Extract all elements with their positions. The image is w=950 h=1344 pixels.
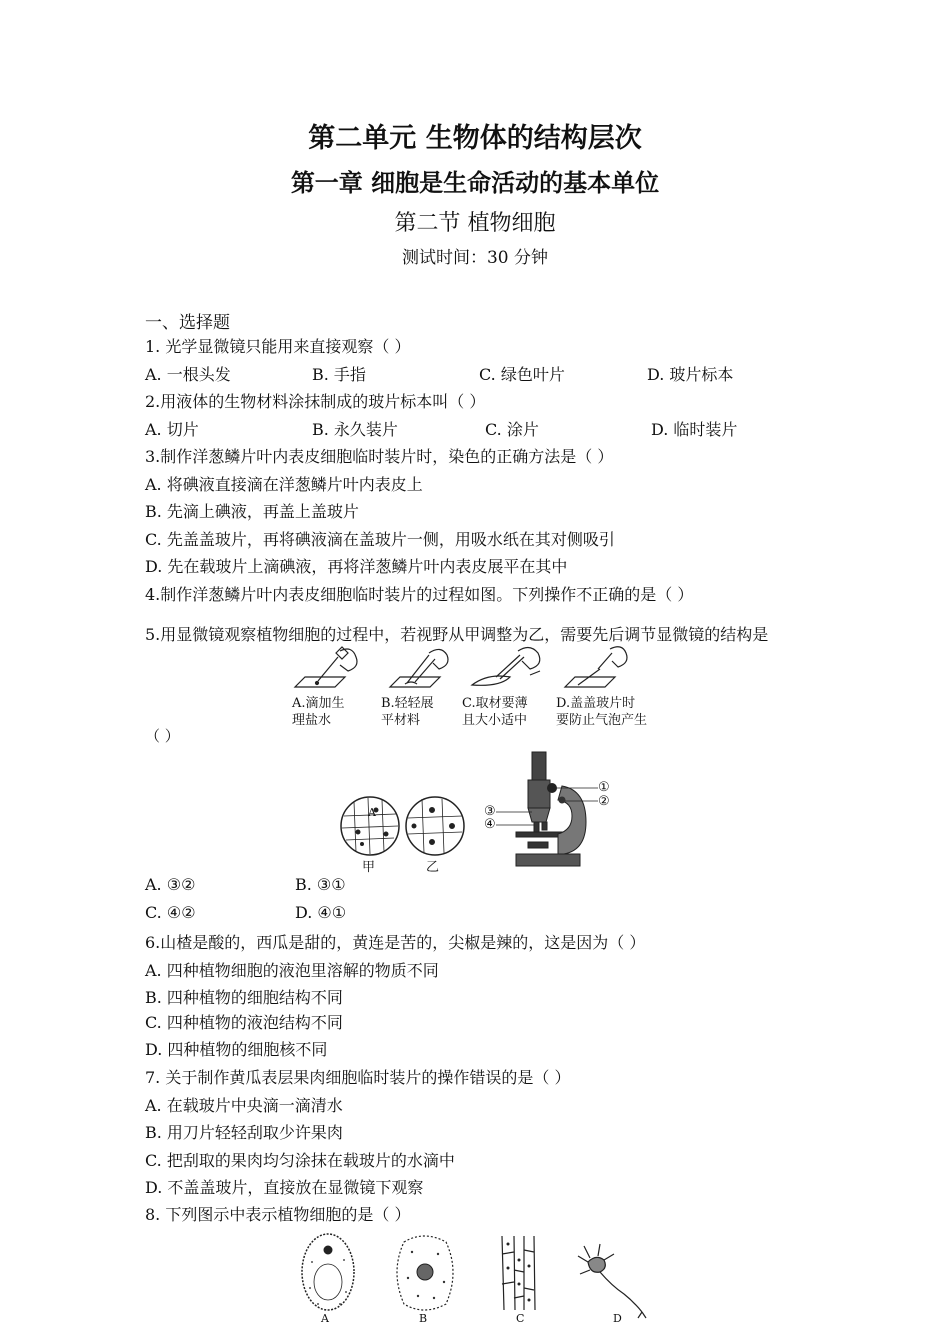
q7-option-a: A. 在载玻片中央滴一滴清水 xyxy=(145,1096,343,1115)
q4-caption-c: C.取材要薄 且大小适中 xyxy=(462,696,528,728)
microscope-figure xyxy=(482,750,622,868)
q4-stem: 4.制作洋葱鳞片叶内表皮细胞临时装片的过程如图。下列操作不正确的是（ ） xyxy=(145,585,694,604)
test-time: 测试时间：30 分钟 xyxy=(401,248,549,268)
q5-stem: 5.用显微镜观察植物细胞的过程中，若视野从甲调整为乙，需要先后调节显微镜的结构是 xyxy=(145,625,769,644)
view-label-jia: 甲 xyxy=(362,860,376,875)
q8-label-c: C xyxy=(516,1312,525,1325)
q6-stem: 6.山楂是酸的，西瓜是甜的，黄连是苦的，尖椒是辣的，这是因为（ ） xyxy=(145,933,646,952)
q4-caption-b: B.轻轻展 平材料 xyxy=(381,696,434,728)
q8-stem: 8. 下列图示中表示植物细胞的是（ ） xyxy=(145,1205,411,1224)
q8-label-a: A xyxy=(321,1312,329,1325)
coarse-knob xyxy=(547,783,557,793)
q5-option-d: D. ④① xyxy=(295,903,347,922)
q5-option-a: A. ③② xyxy=(145,875,196,894)
q2-option-c: C. 涂片 xyxy=(485,420,539,439)
q6-option-b: B. 四种植物的细胞结构不同 xyxy=(145,988,343,1007)
section-heading: 一、选择题 xyxy=(145,313,230,333)
hand-tweezers-icon xyxy=(472,647,540,685)
q4-procedure-figure xyxy=(290,645,670,695)
q8-label-d: D xyxy=(613,1312,622,1325)
hand-coverslip-icon xyxy=(565,647,627,687)
part-label-1: ① xyxy=(598,780,610,795)
q5-view-figure xyxy=(338,796,468,856)
q1-stem: 1. 光学显微镜只能用来直接观察（ ） xyxy=(145,337,411,356)
stage xyxy=(516,832,564,837)
q8-label-b: B xyxy=(419,1312,428,1325)
hand-dropper-icon xyxy=(295,647,357,687)
q1-option-c: C. 绿色叶片 xyxy=(479,365,565,384)
q7-option-d: D. 不盖盖玻片，直接放在显微镜下观察 xyxy=(145,1178,424,1197)
q3-option-d: D. 先在载玻片上滴碘液，再将洋葱鳞片叶内表皮展平在其中 xyxy=(145,557,568,576)
q2-option-b: B. 永久装片 xyxy=(312,420,398,439)
eyepiece-tube xyxy=(532,752,546,782)
chapter-title: 第一章 细胞是生命活动的基本单位 xyxy=(290,169,660,197)
q3-stem: 3.制作洋葱鳞片叶内表皮细胞临时装片时，染色的正确方法是（ ） xyxy=(145,447,614,466)
q2-stem: 2.用液体的生物材料涂抹制成的玻片标本叫（ ） xyxy=(145,392,486,411)
cell-b-icon xyxy=(397,1236,453,1310)
q4-answer-blank: （ ） xyxy=(145,727,180,745)
q3-option-a: A. 将碘液直接滴在洋葱鳞片叶内表皮上 xyxy=(145,475,423,494)
q4-caption-d: D.盖盖玻片时 要防止气泡产生 xyxy=(556,696,648,728)
part-label-3: ③ xyxy=(484,804,496,819)
q1-option-a: A. 一根头发 xyxy=(145,365,231,384)
q3-option-c: C. 先盖盖玻片，再将碘液滴在盖玻片一侧，用吸水纸在其对侧吸引 xyxy=(145,530,615,549)
view-label-yi: 乙 xyxy=(426,860,440,875)
q6-option-d: D. 四种植物的细胞核不同 xyxy=(145,1040,328,1059)
unit-title: 第二单元 生物体的结构层次 xyxy=(308,123,642,154)
base xyxy=(516,854,580,866)
q2-option-d: D. 临时装片 xyxy=(651,420,738,439)
section-title: 第二节 植物细胞 xyxy=(394,211,556,236)
q5-option-b: B. ③① xyxy=(295,875,346,894)
q6-option-c: C. 四种植物的液泡结构不同 xyxy=(145,1013,343,1032)
hand-needle-icon xyxy=(390,649,448,687)
q3-option-b: B. 先滴上碘液，再盖上盖玻片 xyxy=(145,502,359,521)
q7-option-c: C. 把刮取的果肉均匀涂抹在载玻片的水滴中 xyxy=(145,1151,455,1170)
q2-option-a: A. 切片 xyxy=(145,420,199,439)
q1-option-b: B. 手指 xyxy=(312,365,366,384)
q5-option-c: C. ④② xyxy=(145,903,196,922)
q7-option-b: B. 用刀片轻轻刮取少许果肉 xyxy=(145,1123,343,1142)
fine-knob xyxy=(559,797,566,804)
view-inner-label: A xyxy=(368,806,376,819)
q7-stem: 7. 关于制作黄瓜表层果肉细胞临时装片的操作错误的是（ ） xyxy=(145,1068,571,1087)
part-label-2: ② xyxy=(598,794,610,809)
cell-a-icon xyxy=(302,1234,354,1310)
cell-d-icon xyxy=(578,1244,646,1318)
q8-cell-figure xyxy=(296,1232,656,1314)
part-label-4: ④ xyxy=(484,817,496,832)
q4-caption-a: A.滴加生 理盐水 xyxy=(292,696,345,728)
cell-c-icon xyxy=(502,1236,535,1310)
q1-option-d: D. 玻片标本 xyxy=(647,365,734,384)
arm xyxy=(558,786,586,854)
q6-option-a: A. 四种植物细胞的液泡里溶解的物质不同 xyxy=(145,961,439,980)
